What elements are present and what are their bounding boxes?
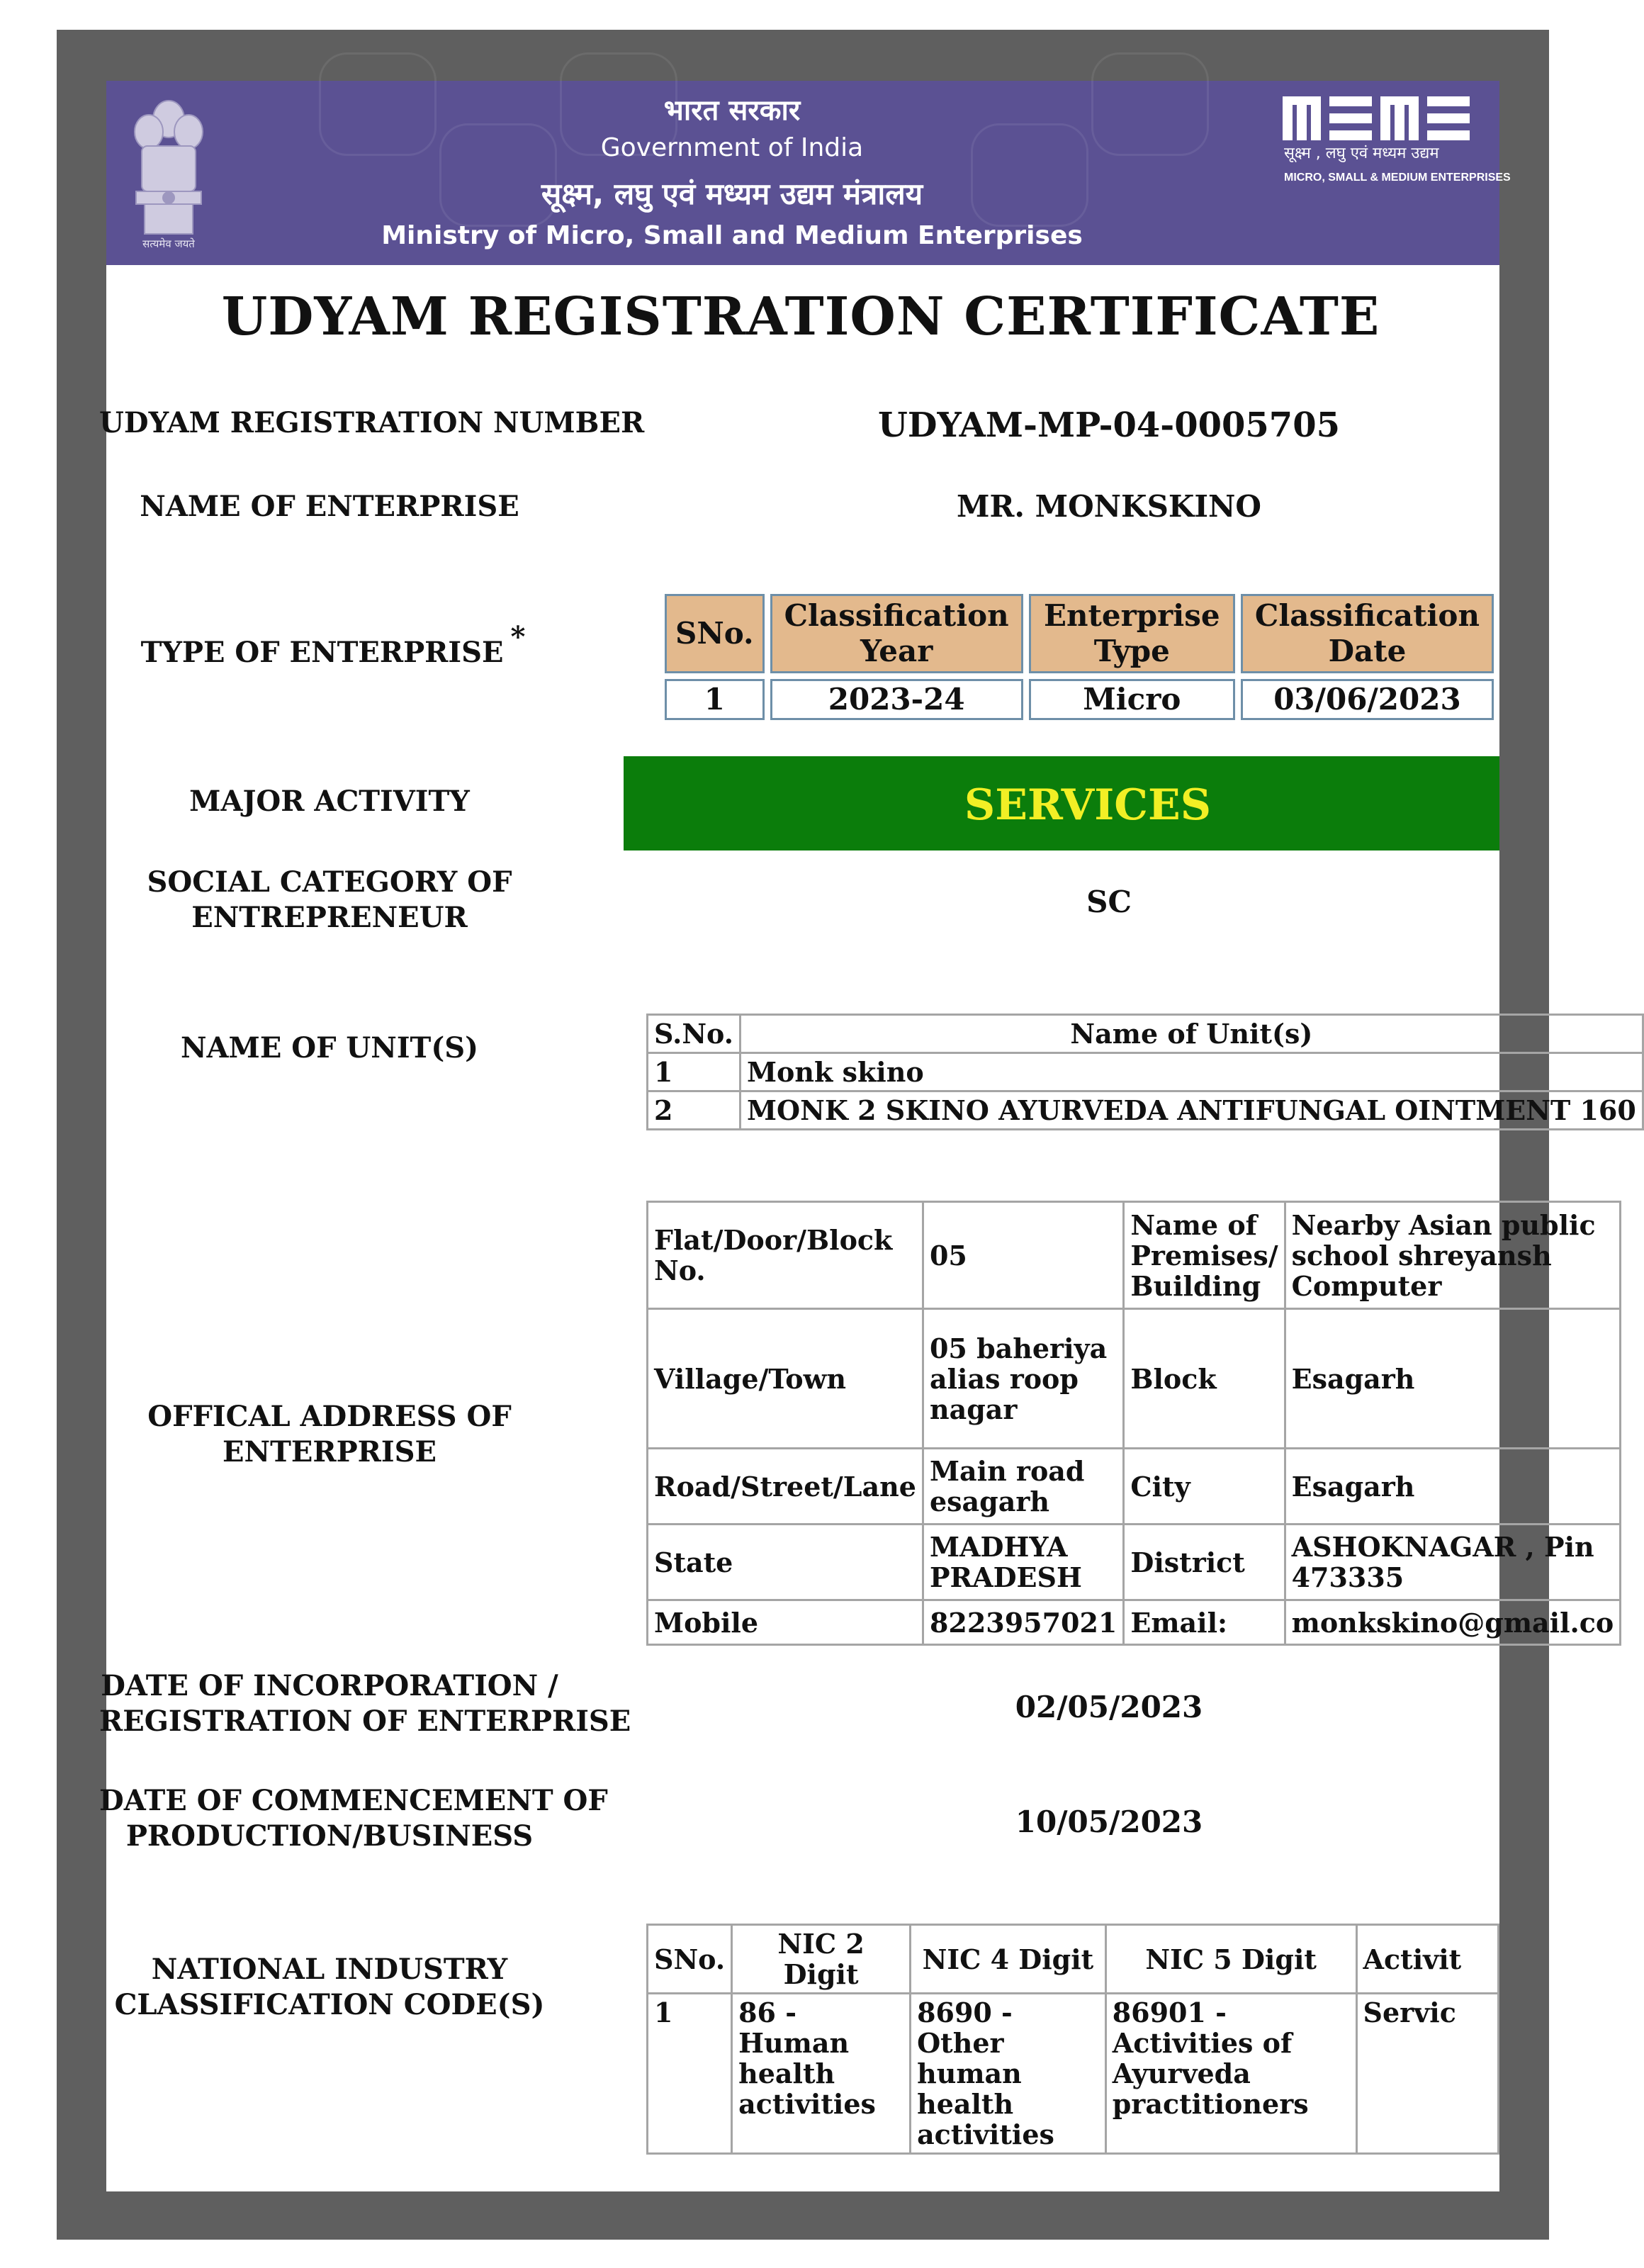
commencement-label: DATE OF COMMENCEMENT OF PRODUCTION/BUSINESS — [99, 1784, 608, 1853]
major-activity-banner — [624, 756, 1499, 850]
hindi-government-line: भारत सरकार — [663, 94, 801, 127]
major-activity-label: MAJOR ACTIVITY — [189, 785, 470, 818]
address-key: Mobile — [648, 1600, 923, 1645]
address-value: Esagarh — [1285, 1449, 1621, 1525]
address-key: Name of Premises/ Building — [1124, 1202, 1285, 1309]
table-row — [648, 1994, 1499, 2154]
table-row — [648, 1600, 1621, 1645]
page-frame — [57, 30, 1636, 2240]
major-activity-value: SERVICES — [964, 780, 1212, 830]
enterprise-name-value: MR. MONKSKINO — [956, 489, 1262, 524]
type-cell-enterprise-type: Micro — [1029, 679, 1235, 720]
social-category-label: SOCIAL CATEGORY OF ENTREPRENEUR — [147, 865, 512, 934]
incorporation-date: 02/05/2023 — [1015, 1690, 1203, 1724]
address-key: Flat/Door/Block No. — [648, 1202, 923, 1309]
address-value: Nearby Asian public school shreyansh Computer — [1285, 1202, 1621, 1309]
type-header-date: Classification Date — [1241, 594, 1494, 673]
commencement-date: 10/05/2023 — [1015, 1804, 1203, 1839]
address-key: Block — [1124, 1309, 1285, 1449]
table-row — [648, 1449, 1621, 1525]
type-cell-sno: 1 — [665, 679, 765, 720]
address-key: City — [1124, 1449, 1285, 1525]
nic-label: NATIONAL INDUSTRY CLASSIFICATION CODE(S) — [114, 1953, 545, 2021]
nic-header-2digit: NIC 2 Digit — [732, 1925, 911, 1994]
units-header-name: Name of Unit(s) — [740, 1015, 1643, 1053]
address-table — [646, 1201, 1621, 1646]
nic-cell: 86 - Human health activities — [732, 1994, 911, 2154]
address-key: State — [648, 1525, 923, 1600]
table-row — [648, 1053, 1643, 1091]
table-row — [648, 1202, 1621, 1309]
units-table — [646, 1014, 1644, 1130]
nic-table — [646, 1924, 1499, 2155]
nic-header-4digit: NIC 4 Digit — [911, 1925, 1106, 1994]
msme-logo-english: MICRO, SMALL & MEDIUM ENTERPRISES — [1284, 172, 1511, 184]
nic-cell: 1 — [648, 1994, 732, 2154]
address-value: Esagarh — [1285, 1309, 1621, 1449]
address-key: Email: — [1124, 1600, 1285, 1645]
address-value: Main road esagarh — [923, 1449, 1123, 1525]
units-cell: MONK 2 SKINO AYURVEDA ANTIFUNGAL OINTMENT 160 — [740, 1091, 1643, 1130]
type-label-text: TYPE OF ENTERPRISE — [140, 636, 504, 669]
address-value: 05 baheriya alias roop nagar — [923, 1309, 1123, 1449]
type-header-enterprise-type: Enterprise Type — [1029, 594, 1235, 673]
units-cell: 2 — [648, 1091, 741, 1130]
enterprise-name-label: NAME OF ENTERPRISE — [140, 490, 519, 523]
address-key: Road/Street/Lane — [648, 1449, 923, 1525]
government-line: Government of India — [600, 133, 864, 162]
address-value: 05 — [923, 1202, 1123, 1309]
header-banner — [106, 81, 1511, 265]
address-key: District — [1124, 1525, 1285, 1600]
address-label: OFFICAL ADDRESS OF ENTERPRISE — [147, 1400, 512, 1469]
msme-logo-hindi: सूक्ष्म , लघु एवं मध्यम उद्यम — [1284, 145, 1439, 162]
address-value: monkskino@gmail.co — [1285, 1600, 1621, 1645]
type-header-year: Classification Year — [770, 594, 1023, 673]
nic-cell: 86901 - Activities of Ayurveda practitioners — [1105, 1994, 1356, 2154]
address-key: Village/Town — [648, 1309, 923, 1449]
ministry-line: Ministry of Micro, Small and Medium Enterprises — [381, 221, 1083, 250]
nic-cell: 8690 - Other human health activities — [911, 1994, 1106, 2154]
emblem-motto: सत्यमेव जयते — [142, 237, 195, 250]
units-cell: Monk skino — [740, 1053, 1643, 1091]
classification-table — [659, 588, 1499, 726]
table-row — [648, 1309, 1621, 1449]
units-header-sno: S.No. — [648, 1015, 741, 1053]
certificate-title: UDYAM REGISTRATION CERTIFICATE — [221, 286, 1380, 347]
address-value: ASHOKNAGAR , Pin 473335 — [1285, 1525, 1621, 1600]
type-asterisk: * — [510, 620, 526, 653]
nic-header-activity: Activit — [1356, 1925, 1498, 1994]
certificate-sheet — [99, 81, 1636, 2191]
nic-header-sno: SNo. — [648, 1925, 732, 1994]
msme-logo — [1283, 94, 1509, 143]
nic-cell: Servic — [1356, 1994, 1498, 2154]
incorporation-label: DATE OF INCORPORATION / REGISTRATION OF ENTERPRISE — [99, 1669, 631, 1738]
address-value: MADHYA PRADESH — [923, 1525, 1123, 1600]
type-cell-year: 2023-24 — [770, 679, 1023, 720]
units-label: NAME OF UNIT(S) — [180, 1031, 479, 1065]
hindi-ministry-line: सूक्ष्म, लघु एवं मध्यम उद्यम मंत्रालय — [541, 176, 923, 211]
table-row — [648, 1091, 1643, 1130]
reg-number-label: UDYAM REGISTRATION NUMBER — [99, 406, 645, 439]
social-category-value: SC — [1086, 885, 1132, 919]
type-header-sno: SNo. — [665, 594, 765, 673]
type-label — [99, 620, 560, 670]
reg-number-value: UDYAM-MP-04-0005705 — [877, 405, 1340, 445]
table-row — [648, 1525, 1621, 1600]
address-value: 8223957021 — [923, 1600, 1123, 1645]
units-cell: 1 — [648, 1053, 741, 1091]
type-cell-date: 03/06/2023 — [1241, 679, 1494, 720]
nic-header-5digit: NIC 5 Digit — [1105, 1925, 1356, 1994]
